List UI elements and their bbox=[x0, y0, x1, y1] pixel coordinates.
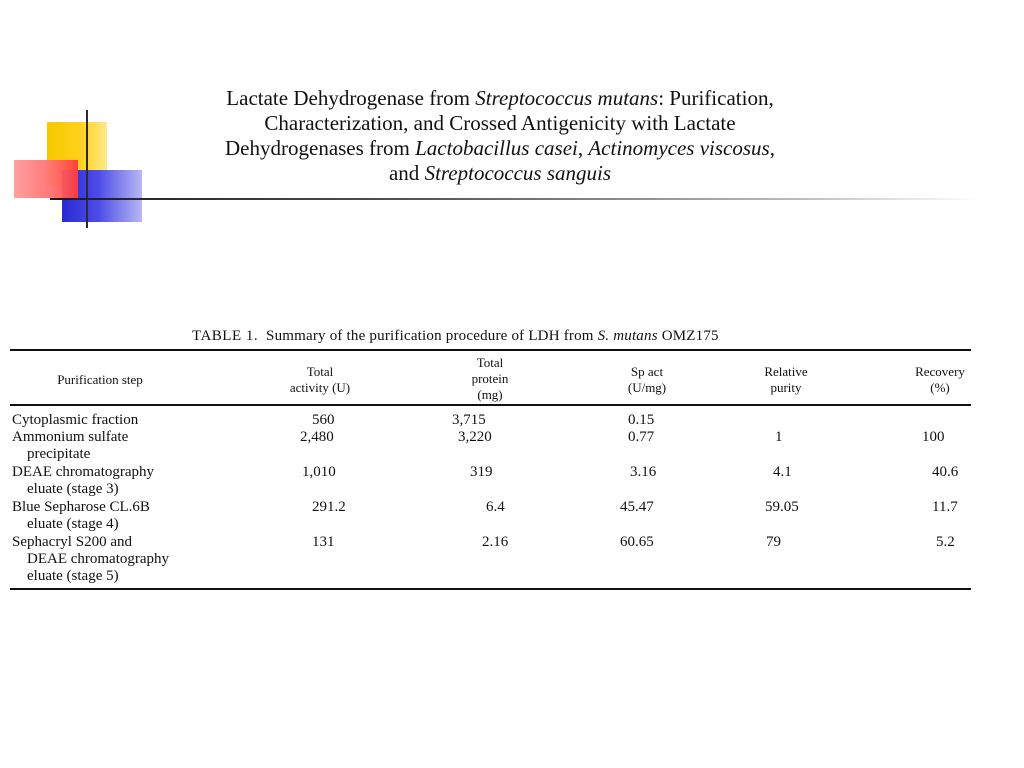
table-cell-spact: 45.47 bbox=[620, 499, 654, 515]
table-cell-activity: 560 bbox=[312, 412, 335, 428]
header-relative-purity: Relative purity bbox=[764, 364, 808, 395]
decorative-vertical-line bbox=[86, 110, 88, 228]
header-purification-step: Purification step bbox=[57, 372, 143, 387]
table-cell-protein: 3,220 bbox=[458, 429, 492, 445]
table-row-step: DEAE chromatography eluate (stage 3) bbox=[12, 464, 155, 497]
table-cell-purity: 4.1 bbox=[773, 464, 792, 480]
table-header-rule bbox=[10, 404, 971, 406]
table-cell-protein: 6.4 bbox=[486, 499, 505, 515]
table-cell-recovery: 11.7 bbox=[932, 499, 958, 515]
table-row-step: Sephacryl S200 and DEAE chromatography eluate (stage 5) bbox=[12, 534, 170, 584]
table-cell-protein: 319 bbox=[470, 464, 493, 480]
table-cell-spact: 3.16 bbox=[630, 464, 657, 480]
table-cell-spact: 0.15 bbox=[628, 412, 655, 428]
decorative-red-square bbox=[14, 160, 78, 198]
table-cell-purity: 1 bbox=[775, 429, 783, 445]
table-row-step: Cytoplasmic fraction bbox=[12, 412, 139, 428]
table-cell-spact: 0.77 bbox=[628, 429, 655, 445]
table-cell-protein: 2.16 bbox=[482, 534, 509, 550]
table-cell-activity: 2,480 bbox=[300, 429, 334, 445]
table-cell-spact: 60.65 bbox=[620, 534, 654, 550]
header-total-protein: Total protein (mg) bbox=[471, 355, 509, 402]
table-cell-activity: 1,010 bbox=[302, 464, 336, 480]
decorative-horizontal-line bbox=[50, 198, 980, 200]
paper-title: Lactate Dehydrogenase from Streptococcus mutans: Purification, Characterization, and Crossed Antigenicity with Lactate Dehydrogenases from Lactobacillus casei, Actinomyces viscosus, and Streptococcus sanguis bbox=[225, 86, 775, 185]
table-cell-activity: 131 bbox=[312, 534, 335, 550]
table-cell-protein: 3,715 bbox=[452, 412, 486, 428]
table-caption: TABLE 1. Summary of the purification procedure of LDH from S. mutans OMZ175 bbox=[192, 328, 719, 344]
table-row-step: Blue Sepharose CL.6B eluate (stage 4) bbox=[12, 499, 150, 532]
table-bottom-rule bbox=[10, 588, 971, 590]
table-cell-purity: 59.05 bbox=[765, 499, 799, 515]
table-top-rule bbox=[10, 349, 971, 351]
table-cell-recovery: 40.6 bbox=[932, 464, 959, 480]
table-row-step: Ammonium sulfate precipitate bbox=[12, 429, 129, 462]
header-total-activity: Total activity (U) bbox=[289, 364, 351, 395]
table-cell-activity: 291.2 bbox=[312, 499, 346, 515]
header-sp-act: Sp act (U/mg) bbox=[627, 364, 667, 395]
table-cell-recovery: 5.2 bbox=[936, 534, 955, 550]
table-cell-recovery: 100 bbox=[922, 429, 945, 445]
header-recovery: Recovery (%) bbox=[915, 364, 965, 395]
table-cell-purity: 79 bbox=[766, 534, 781, 550]
